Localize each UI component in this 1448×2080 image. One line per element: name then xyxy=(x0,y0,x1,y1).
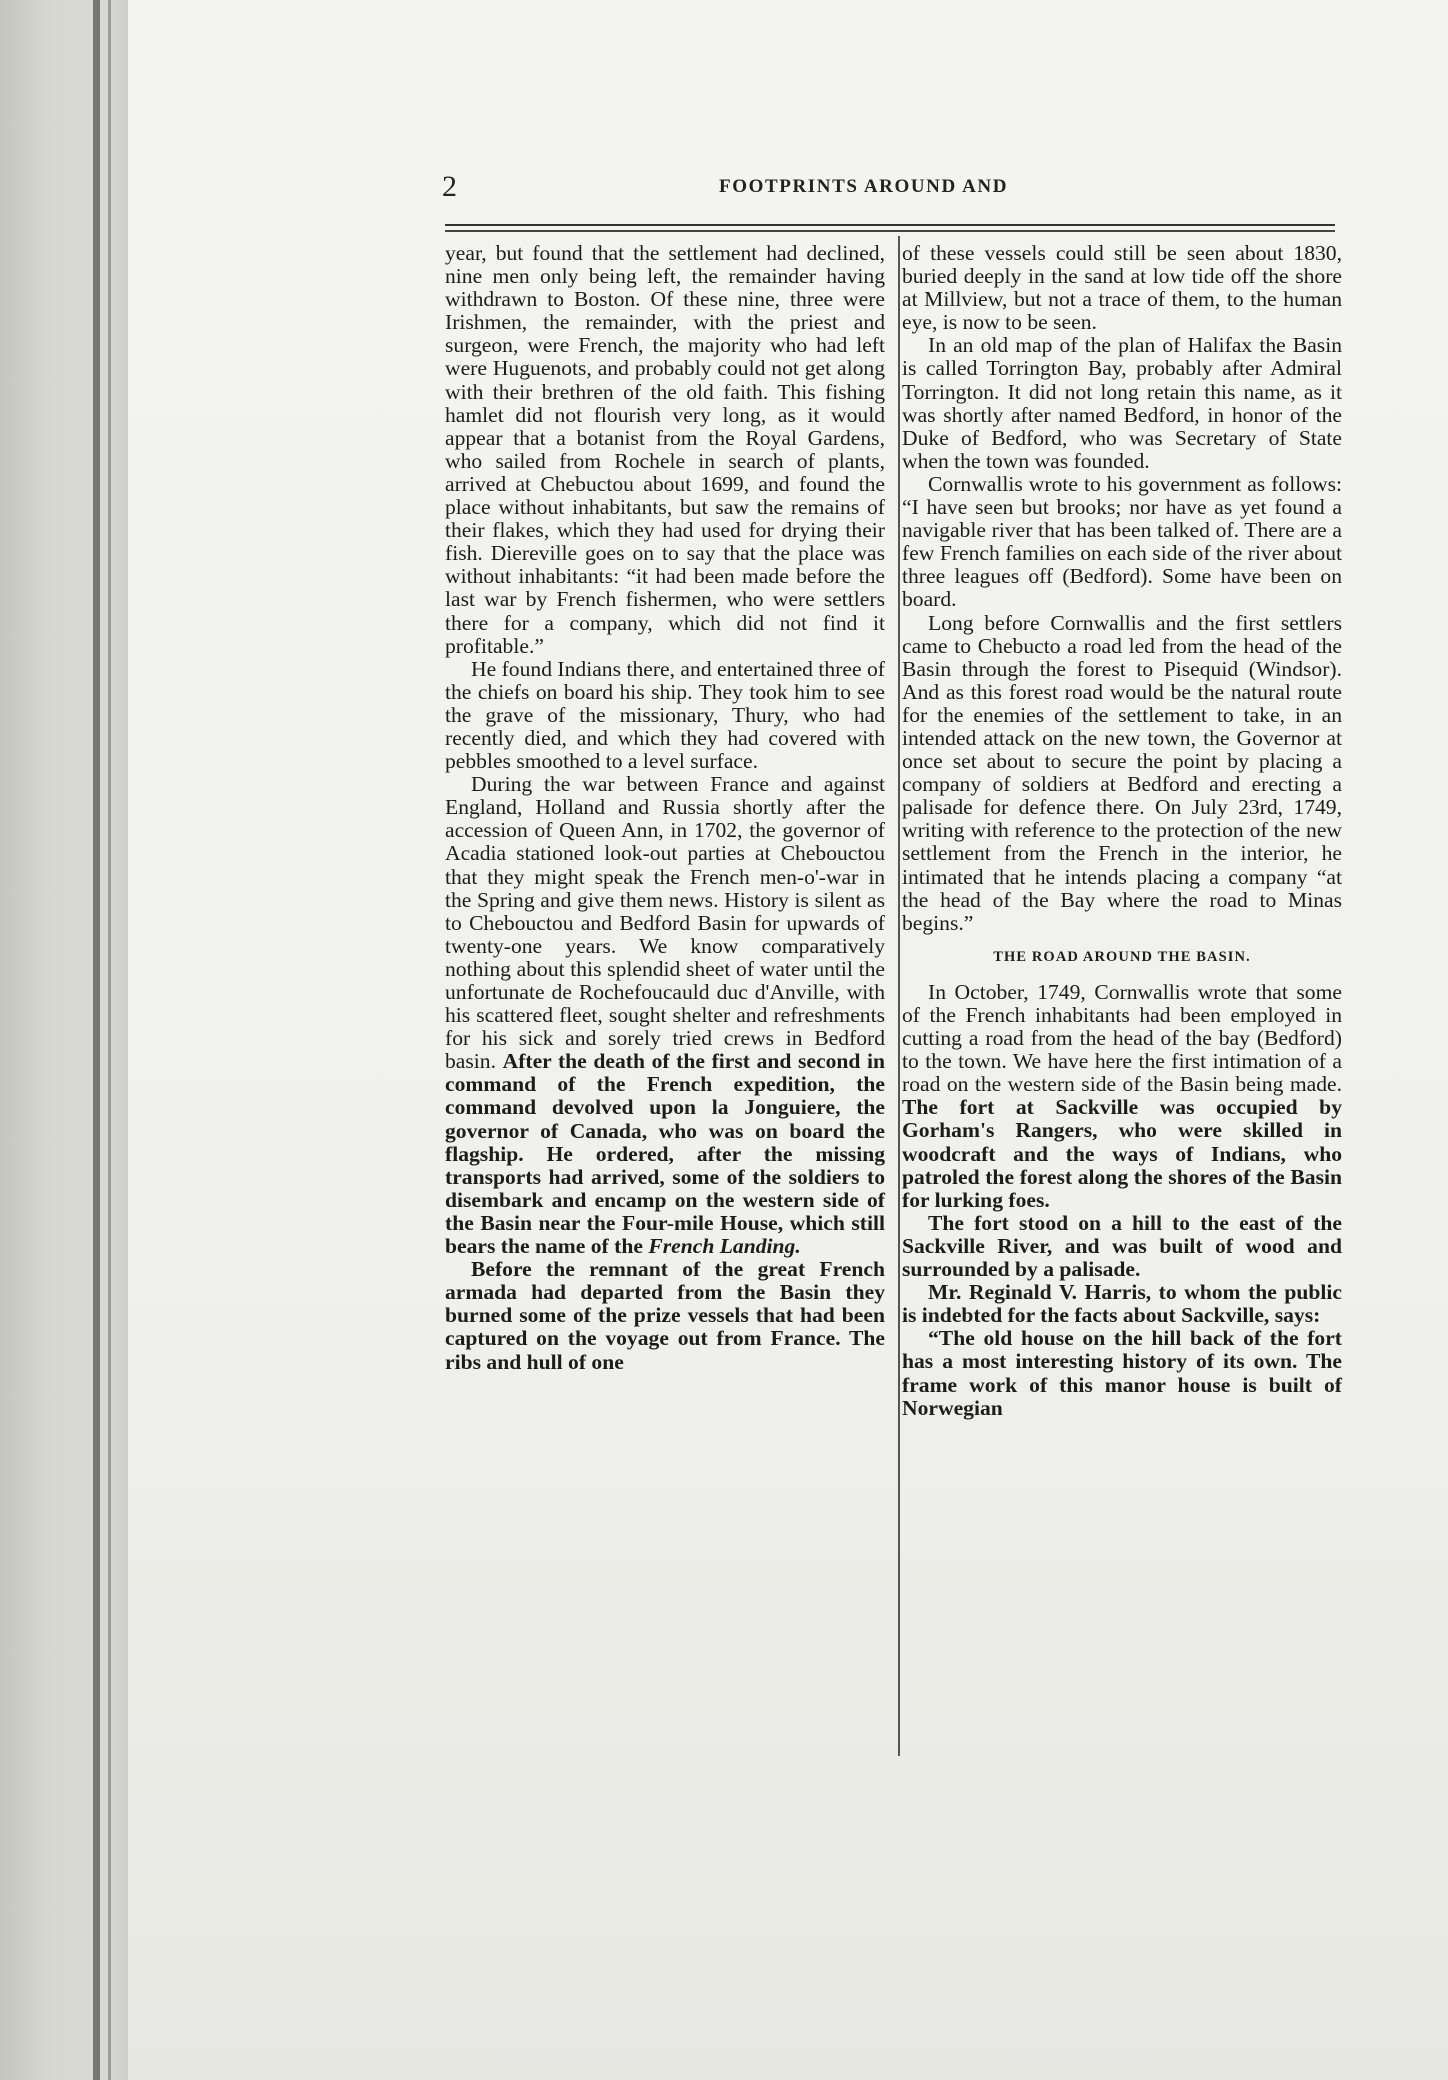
left-paragraph-1: year, but found that the settlement had declined, nine men only being left, the remainder having withdrawn to Boston. Of these nine, three were Irishmen, the remainder, with the priest and surgeon, were French, the majority who had left were Huguenots, and probably could not get along with their brethren of the old faith. This fishing hamlet did not flourish very long, as it would appear that a botanist from the Royal Gardens, who sailed from Rochele in search of plants, arrived at Chebuctou about 1699, and found the place without inhabitants, but saw the remains of their flakes, which they had used for drying their fish. Diereville goes on to say that the place was without inhabitants: “it had been made before the last war by French fishermen, who were settlers there for a company, which did not find it profitable.” xyxy=(445,241,885,658)
header-rule-top xyxy=(445,224,1335,226)
right-paragraph-2: In an old map of the plan of Halifax the Basin is called Torrington Bay, probably after Admiral Torrington. It did not long retain this name, as it was shortly after named Bedford, in honor of the Duke of Bedford, who was Secretary of State when the town was founded. xyxy=(902,333,1342,473)
right-paragraph-5 xyxy=(902,981,1342,1212)
gutter-shadow xyxy=(93,0,100,2080)
header-rule-bottom xyxy=(445,230,1335,232)
left-paragraph-4: Before the remnant of the great French armada had departed from the Basin they burned some of the prize vessels that had been captured on the voyage out from France. The ribs and hull of one xyxy=(445,1257,885,1374)
right-paragraph-6: The fort stood on a hill to the east of the Sackville River, and was built of wood and surrounded by a palisade. xyxy=(902,1210,1342,1282)
left-paragraph-3-text: During the war between France and against England, Holland and Russia shortly after the accession of Queen Ann, in 1702, the governor of Acadia stationed look-out parties at Chebouctou that they might speak the French men-o'-war in the Spring and give them news. History is silent as to Chebouctou and Bedford Basin for upwards of twenty-one years. We know comparatively nothing about this splendid sheet of water until the unfortunate de Rochefoucauld duc d'Anville, with his scattered fleet, sought shelter and refreshments for his sick and sorely tried crews in Bedford basin. xyxy=(445,772,885,1074)
right-paragraph-5-text: In October, 1749, Cornwallis wrote that some of the French inhabitants had been employed in cutting a road from the head of the bay (Bedford) to the town. We have here the first intimation of a road on the western side of the Basin being made. xyxy=(902,979,1342,1097)
french-landing-italic: French Landing. xyxy=(648,1234,801,1259)
gutter-shadow-inner xyxy=(108,0,111,2080)
page-number: 2 xyxy=(442,170,457,203)
left-paragraph-2: He found Indians there, and entertained three of the chiefs on board his ship. They took him to see the grave of the missionary, Thury, who had recently died, and which they had covered with pebbles smoothed to a level surface. xyxy=(445,656,885,774)
section-subheading: THE ROAD AROUND THE BASIN. xyxy=(993,948,1251,965)
right-paragraph-8: “The old house on the hill back of the fort has a most interesting history of its own. The frame work of this manor house is built of Norwegian xyxy=(902,1326,1342,1420)
column-divider xyxy=(898,236,900,1756)
left-paragraph-3 xyxy=(445,773,885,1258)
right-paragraph-4: Long before Cornwallis and the first settlers came to Chebucto a road led from the head of the Basin through the forest to Pisequid (Windsor). And as this forest road would be the natural route for the enemies of the settlement to take, in an intended attack on the new town, the Governor at once set about to secure the point by placing a company of soldiers at Bedford and erecting a palisade for defence there. On July 23rd, 1749, writing with reference to the protection of the new settlement from the French in the interior, he intimated that he intends placing a company “at the head of the Bay where the road to Minas begins.” xyxy=(902,610,1342,935)
right-paragraph-3: Cornwallis wrote to his government as follows: “I have seen but brooks; nor have as yet found a navigable river that has been talked of. There are a few French families on each side of the river about three leagues off (Bedford). Some have been on board. xyxy=(902,471,1342,612)
right-paragraph-5-bold-text: The fort at Sackville was occupied by Gorham's Rangers, who were skilled in woodcraft and the ways of Indians, who patroled the forest along the shores of the Basin for lurking foes. xyxy=(902,1095,1342,1212)
left-paragraph-3-bold-text: After the death of the first and second in command of the French expedition, the command devolved upon la Jonguiere, the governor of Canada, who was on board the flagship. He ordered, after the missing transports had arrived, some of the soldiers to disembark and encamp on the western side of the Basin near the Four-mile House, which still bears the name of the xyxy=(445,1049,886,1259)
left-column xyxy=(445,242,885,1374)
running-head: FOOTPRINTS AROUND AND xyxy=(719,176,1009,197)
right-column xyxy=(902,242,1342,1420)
right-paragraph-7: Mr. Reginald V. Harris, to whom the public is indebted for the facts about Sackville, says: xyxy=(902,1280,1342,1328)
right-paragraph-1: of these vessels could still be seen about 1830, buried deeply in the sand at low tide off the shore at Millview, but not a trace of them, to the human eye, is now to be seen. xyxy=(902,241,1342,335)
